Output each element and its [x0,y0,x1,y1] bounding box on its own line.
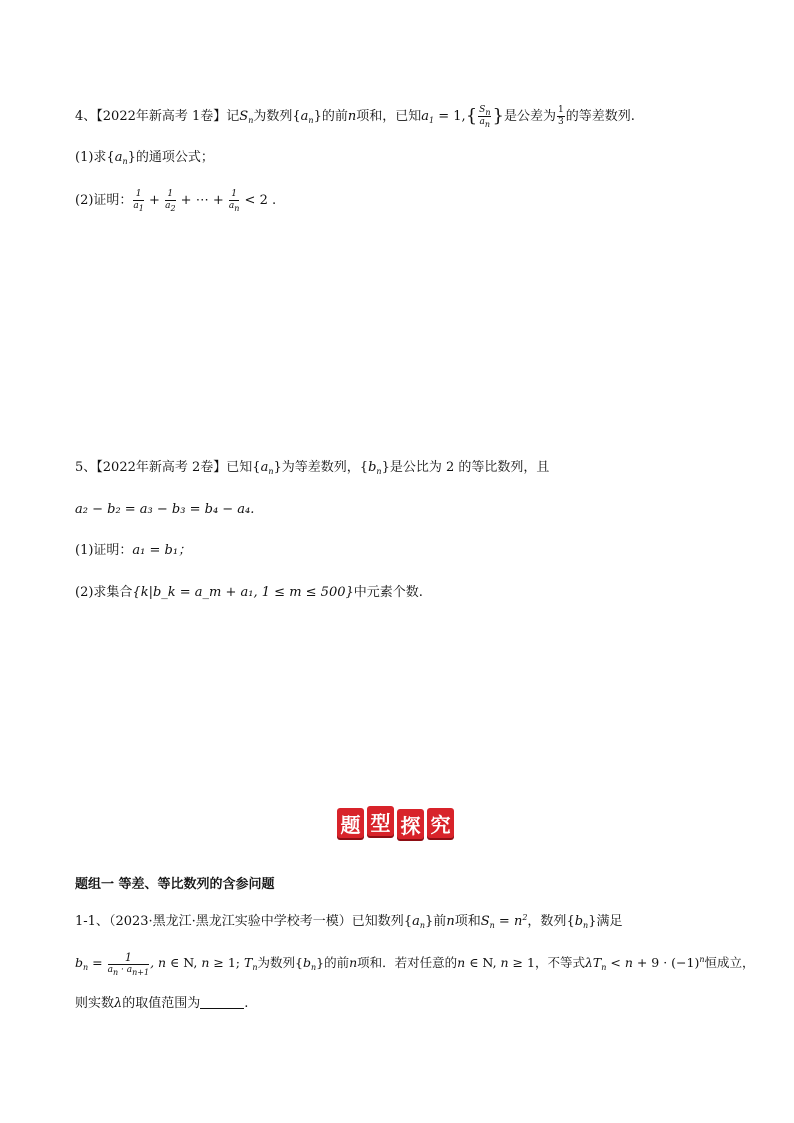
q5-source: 【2022年新高考 2卷】 [96,460,227,475]
banner-char: 题 [337,808,364,838]
q5-part1: (1)证明：a₁ = b₁； [75,543,192,558]
q4-text: 记 [226,109,240,124]
q5-equation: a₂ − b₂ = a₃ − b₃ = b₄ − a₄. [75,502,255,517]
q4-number: 4、 [75,109,97,124]
an-set: $\{a_n\}$ [403,914,434,930]
an-set: $\{a_n\}$ [292,109,322,125]
answer-blank[interactable] [200,996,244,1009]
sn-formula: $S_n = n^2$ [480,913,528,930]
q4-source: 【2022年新高考 1卷】 [96,109,227,124]
section-banner [337,808,454,838]
sn-over-an-set: { $\frac{S_n}{a_n}$ } [465,105,504,129]
a1-eq: $a_1 = 1$, [421,109,466,125]
q4-line1 [75,106,635,127]
banner-char: 究 [427,808,454,838]
q4-text: 的等差数列. [565,109,635,124]
reciprocal-sum: $\frac{1}{a_1}$ + $\frac{1}{a_2}$ + ⋯ + $\frac{1}{a_n}$ [133,189,240,213]
q4-text: 为数列 [253,109,293,124]
question-source: （2023·黑龙江·黑龙江实验中学校考一模） [108,914,352,929]
q5-part2: (2)求集合{k|b_k = a_m + a₁, 1 ≤ m ≤ 500}中元素个数. [75,585,423,600]
g1-line3: 则实数λ的取值范围为 . [75,996,249,1011]
an-set: $\{a_n\}$ [106,150,136,166]
q5-number: 5、 [75,460,97,475]
q4-part1: (1)求$\{a_n\}$的通项公式； [75,150,214,166]
q4-text: 的前 [321,109,348,124]
q5-line1: 5、【2022年新高考 2卷】已知$\{a_n\}$为等差数列，$\{b_n\}$是公比为 2 的等比数列，且 [75,460,550,476]
banner-char: 型 [367,806,394,836]
group-title: 题组一 等差、等比数列的含参问题 [75,877,275,892]
common-difference-fraction: $\frac{1}{3}$ [557,105,564,127]
sn-symbol: $S_n$ [239,109,254,125]
question-label: 1-1、 [75,914,109,929]
bn-set: $\{b_n\}$ [566,914,597,930]
q4-part2: (2)证明： $\frac{1}{a_1}$ + $\frac{1}{a_2}$ + ⋯ + $\frac{1}{a_n}$ < 2 . [75,189,277,213]
bn-formula: $b_n$ = $\frac{1}{a_n \cdot a_{n+1}}$ , n ∈ N, n ≥ 1; $T_n$ [75,951,258,977]
q4-text: 是公差为 [503,109,556,124]
inequality: $\lambda T_n < n + 9 \cdot (-1)^n$ [584,955,705,972]
an-set: $\{a_n\}$ [252,460,282,476]
banner-char: 探 [397,809,424,839]
n-symbol: n [347,109,357,124]
bn-set: $\{b_n\}$ [359,460,390,476]
g1-line2: $b_n$ = $\frac{1}{a_n \cdot a_{n+1}}$ , n ∈ N, n ≥ 1; $T_n$为数列$\{b_n\}$的前n项和．若对任意的n ∈ N, n ≥ 1，不等式$\lambda T_n < n + 9 \cdot (-1)^n$恒成立， [75,951,755,977]
q4-text: 项和，已知 [356,109,422,124]
g1-line1: 1-1、（2023·黑龙江·黑龙江实验中学校考一模）已知数列$\{a_n\}$前n项和$S_n = n^2$，数列$\{b_n\}$满足 [75,913,623,930]
